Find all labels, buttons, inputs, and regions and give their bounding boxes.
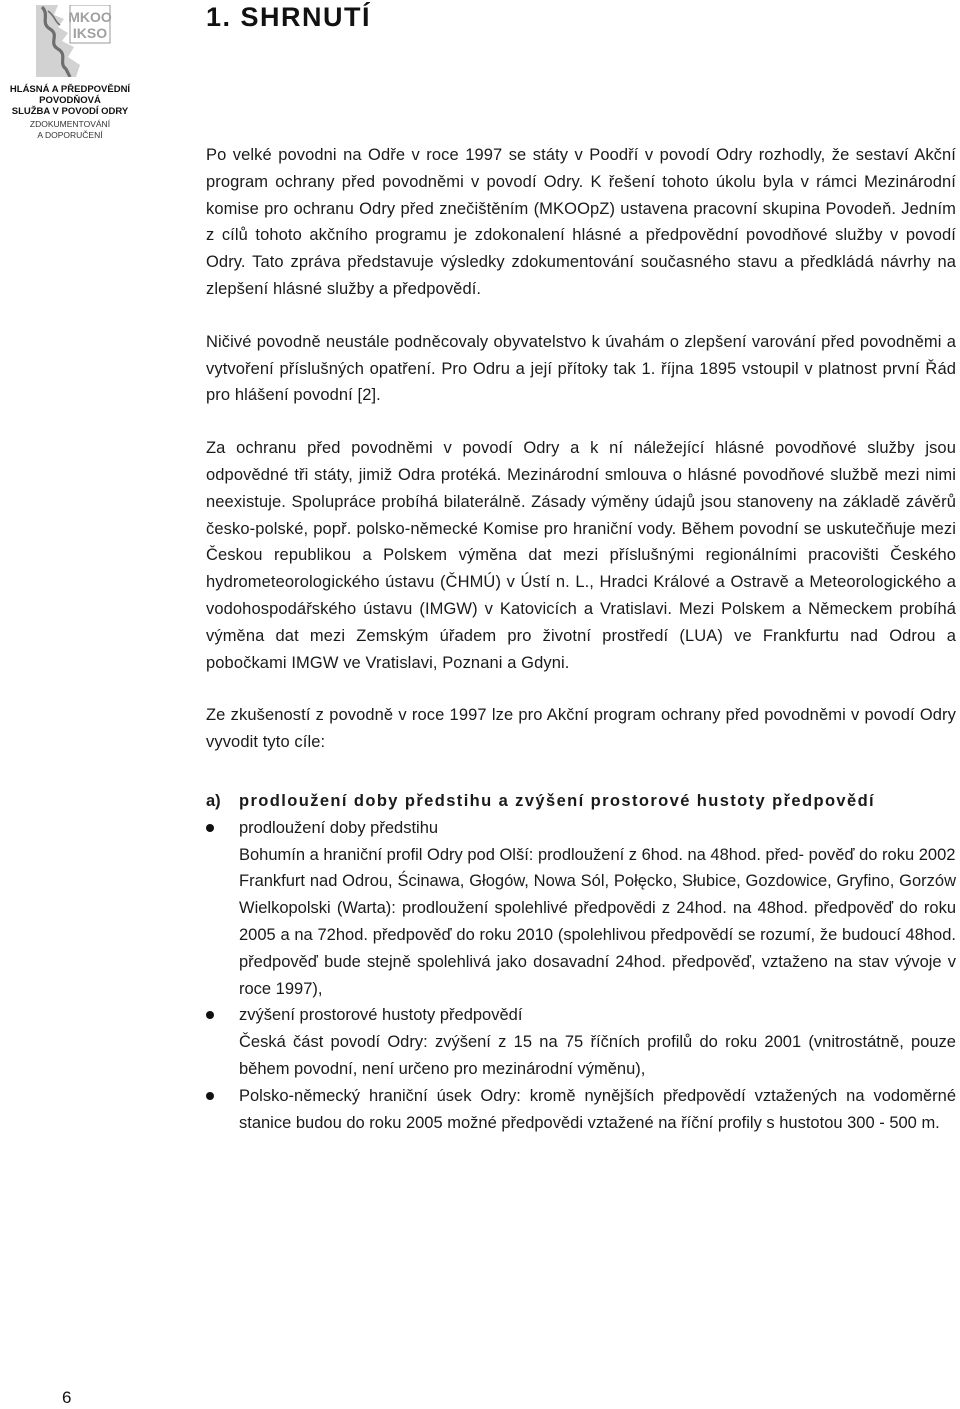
list-item-line: Frankfurt nad Odrou, Ścinawa, Głogów, Nowa Sól, Połęcko, Słubice, Gozdowice, Gryfino, Gorzów Wielkopolski (Warta): prodloužení spolehlivé předpovědi z 24hod. na 48hod. předpověď do roku 2005 a na 72hod. předpověď do roku 2010 (spolehlivou předpovědí se rozumí, že budoucí 48hod. předpověď bude stejně spolehlivá jako dosavadní 24hod. předpověď, vztaženo na stav vývoje v roce 1997), bbox=[239, 872, 956, 998]
paragraph-cooperation: Za ochranu před povodněmi v povodí Odry a k ní náležející hlásné povodňové služby jsou odpovědné tři státy, jimiž Odra protéká. Mezinárodní smlouva o hlásné povodňové službě mezi nimi neexistuje. Spolupráce probíhá bilaterálně. Zásady výměny údajů jsou stanoveny na základě závěrů česko-polské, popř. polsko-německé Komise pro hraniční vody. Během povodní se uskutečňuje mezi Českou republikou a Polskem výměna dat mezi příslušnými regionálními pracovišti Českého hydrometeorologického ústavu (ČHMÚ) v Ústí n. L., Hradci Králové a Ostravě a Meteorologického a vodohospodářského ústavu (IMGW) v Katovicích a Vratislavi. Mezi Polskem a Německem probíhá výměna dat mezi Zemským úřadem pro životní prostředí (LUA) ve Frankfurtu nad Odrou a pobočkami IMGW ve Vratislavi, Poznani a Gdyni. bbox=[206, 439, 956, 672]
section-a-title: prodloužení doby předstihu a zvýšení prostorové hustoty předpovědí bbox=[239, 791, 876, 810]
bullet-icon bbox=[206, 1002, 239, 1082]
river-map-icon bbox=[28, 5, 112, 77]
section-a bbox=[206, 788, 956, 1136]
list-item bbox=[206, 1002, 956, 1082]
list-item-line: Česká část povodí Odry: zvýšení z 15 na 75 říčních profilů do roku 2001 (vnitrostátně, pouze během povodní, není určeno pro mezinárodní výměnu), bbox=[239, 1033, 956, 1078]
org-sub-2: A DOPORUČENÍ bbox=[37, 130, 103, 140]
section-a-heading bbox=[206, 788, 956, 815]
paragraph-goals: Ze zkušeností z povodně v roce 1997 lze pro Akční program ochrany před povodněmi v povodí Odry vyvodit tyto cíle: bbox=[206, 706, 956, 752]
list-item bbox=[206, 815, 956, 1003]
org-line-1: HLÁSNÁ A PŘEDPOVĚDNÍ bbox=[9, 84, 131, 95]
section-a-label: a) bbox=[206, 791, 221, 810]
document-body bbox=[206, 142, 956, 1136]
list-item-line: Bohumín a hraniční profil Odry pod Olší: prodloužení z 6hod. na 48hod. před- pověď do roku 2002 bbox=[239, 845, 956, 864]
list-item-line: prodloužení doby předstihu bbox=[239, 818, 439, 837]
page-number: 6 bbox=[62, 1388, 72, 1407]
bullet-icon bbox=[206, 1083, 239, 1137]
org-line-3: SLUŽBA V POVODÍ ODRY bbox=[11, 106, 129, 117]
org-sub-1: ZDOKUMENTOVÁNÍ bbox=[29, 119, 111, 129]
paragraph-history: Ničivé povodně neustále podněcovaly obyvatelstvo k úvahám o zlepšení varování před povodněmi a vytvoření příslušných opatření. Pro Odru a její přítoky tak 1. října 1895 vstoupil v platnost první Řád pro hlášení povodní [2]. bbox=[206, 332, 956, 405]
list-item bbox=[206, 1083, 956, 1137]
logo-text-bottom: IKSO bbox=[72, 25, 108, 41]
org-line-2: POVODŇOVÁ bbox=[39, 95, 101, 106]
goal-list bbox=[206, 815, 956, 1137]
list-item-line: Polsko-německý hraniční úsek Odry: kromě nynějších předpovědí vztažených na vodoměrné stanice budou do roku 2005 možné předpovědi vztažené na říční profily s hustotou 300 - 500 m. bbox=[239, 1086, 956, 1132]
logo-text-top: MKOO bbox=[68, 9, 112, 25]
paragraph-intro: Po velké povodni na Odře v roce 1997 se státy v Poodří v povodí Odry rozhodly, že sestaví Akční program ochrany před povodněmi v povodí Odry. K řešení tohoto úkolu byla v rámci Mezinárodní komise pro ochranu Odry před znečištěním (MKOOpZ) ustavena pracovní skupina Povodeň. Jedním z cílů tohoto akčního programu je zdokonalení hlásné a předpovědní povodňové služby v povodí Odry. Tato zpráva představuje výsledky zdokumentování současného stavu a předkládá návrhy na zlepšení hlásné služby a předpovědí. bbox=[206, 146, 956, 298]
page-title: 1. SHRNUTÍ bbox=[206, 2, 372, 32]
mkoo-logo bbox=[28, 5, 112, 77]
bullet-icon bbox=[206, 815, 239, 1003]
list-item-line: zvýšení prostorové hustoty předpovědí bbox=[239, 1006, 523, 1025]
org-label bbox=[0, 84, 140, 141]
